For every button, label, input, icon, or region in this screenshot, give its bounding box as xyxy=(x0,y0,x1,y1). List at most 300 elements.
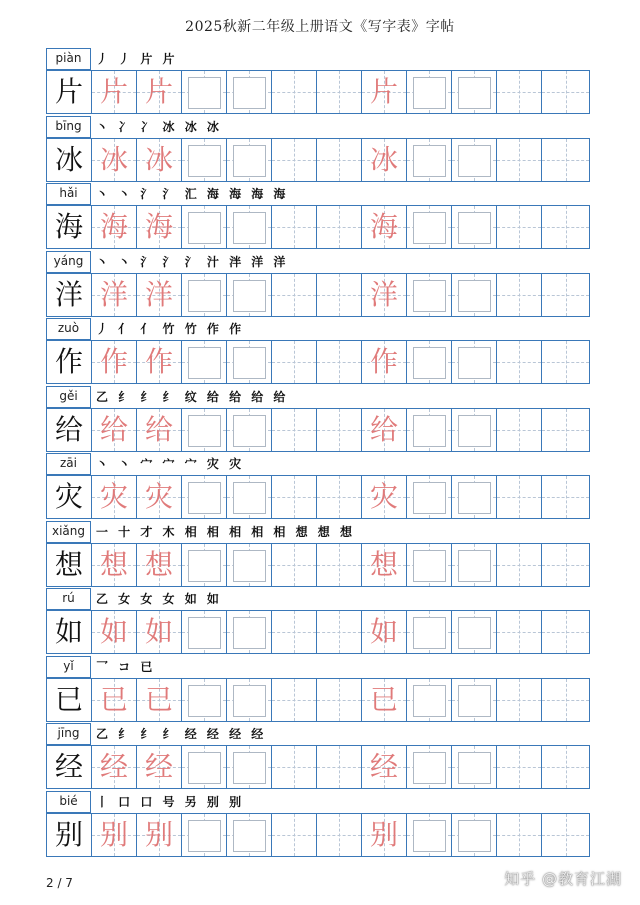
inner-square xyxy=(458,482,491,514)
blank-practice-cell xyxy=(452,274,497,316)
writing-grid xyxy=(46,678,590,722)
trace-character: 片 xyxy=(144,75,173,108)
blank-practice-cell xyxy=(452,476,497,518)
pinyin-line xyxy=(46,386,590,408)
inner-square xyxy=(188,482,221,514)
blank-practice-cell xyxy=(452,814,497,856)
trace-character: 作 xyxy=(99,345,128,378)
trace-character: 灾 xyxy=(144,480,173,513)
trace-character-cell xyxy=(137,476,182,518)
practice-row xyxy=(46,386,590,454)
stroke-order: 乛 コ 已 xyxy=(96,659,156,674)
inner-square xyxy=(233,280,266,312)
pinyin-line xyxy=(46,588,590,610)
blank-practice-cell xyxy=(272,274,317,316)
blank-practice-cell xyxy=(542,746,589,788)
blank-practice-cell xyxy=(407,341,452,383)
trace-character-cell xyxy=(92,71,137,113)
trace-character-cell xyxy=(362,139,407,181)
writing-grid xyxy=(46,610,590,654)
trace-character: 经 xyxy=(99,750,128,783)
trace-character-cell xyxy=(92,341,137,383)
writing-grid xyxy=(46,273,590,317)
trace-character: 如 xyxy=(99,615,128,648)
blank-practice-cell xyxy=(182,814,227,856)
trace-character-cell xyxy=(362,814,407,856)
blank-practice-cell xyxy=(497,679,542,721)
trace-character: 海 xyxy=(144,210,173,243)
inner-square xyxy=(458,77,491,109)
stroke-order: 丿 丿 片 片 xyxy=(96,52,178,66)
inner-square xyxy=(188,415,221,447)
practice-row xyxy=(46,723,590,791)
inner-square xyxy=(188,820,221,852)
page-title: 2025秋新二年级上册语文《写字表》字帖 xyxy=(185,19,455,35)
trace-character-cell xyxy=(92,544,137,586)
writing-grid xyxy=(46,70,590,114)
blank-practice-cell xyxy=(227,274,272,316)
blank-practice-cell xyxy=(542,206,589,248)
trace-character: 别 xyxy=(99,817,128,851)
writing-grid xyxy=(46,745,590,789)
blank-practice-cell xyxy=(407,409,452,451)
trace-character: 冰 xyxy=(369,142,398,176)
practice-row xyxy=(46,318,590,386)
trace-character-cell xyxy=(137,71,182,113)
model-character: 冰 xyxy=(54,142,83,176)
blank-practice-cell xyxy=(452,341,497,383)
blank-practice-cell xyxy=(407,679,452,721)
inner-square xyxy=(188,550,221,582)
blank-practice-cell xyxy=(497,746,542,788)
model-character-cell xyxy=(47,814,92,856)
inner-square xyxy=(188,685,221,717)
pinyin-label: zuò xyxy=(46,318,91,340)
pinyin-label: yǐ xyxy=(46,656,91,678)
trace-character-cell xyxy=(137,274,182,316)
model-character: 已 xyxy=(54,682,83,716)
model-character: 洋 xyxy=(54,277,83,311)
trace-character-cell xyxy=(137,611,182,653)
blank-practice-cell xyxy=(317,71,362,113)
blank-practice-cell xyxy=(407,476,452,518)
model-character-cell xyxy=(47,476,92,518)
trace-character-cell xyxy=(362,274,407,316)
practice-sheet xyxy=(46,48,590,858)
inner-square xyxy=(188,617,221,649)
inner-square xyxy=(233,685,266,717)
trace-character-cell xyxy=(92,476,137,518)
blank-practice-cell xyxy=(542,814,589,856)
inner-square xyxy=(458,280,491,312)
blank-practice-cell xyxy=(542,274,589,316)
blank-practice-cell xyxy=(542,71,589,113)
trace-character: 片 xyxy=(99,75,128,108)
page-indicator: 2 / 7 xyxy=(46,876,73,890)
inner-square xyxy=(413,280,446,312)
pinyin-label: rú xyxy=(46,588,91,610)
blank-practice-cell xyxy=(542,679,589,721)
practice-row xyxy=(46,48,590,116)
trace-character: 冰 xyxy=(144,142,173,176)
inner-square xyxy=(233,550,266,582)
blank-practice-cell xyxy=(182,71,227,113)
inner-square xyxy=(188,752,221,784)
inner-square xyxy=(188,347,221,379)
inner-square xyxy=(233,347,266,379)
trace-character-cell xyxy=(362,71,407,113)
trace-character-cell xyxy=(92,611,137,653)
practice-row xyxy=(46,251,590,319)
writing-grid xyxy=(46,813,590,857)
blank-practice-cell xyxy=(452,679,497,721)
model-character-cell xyxy=(47,409,92,451)
inner-square xyxy=(188,77,221,109)
model-character: 经 xyxy=(54,750,83,783)
trace-character: 给 xyxy=(144,412,173,446)
inner-square xyxy=(233,752,266,784)
blank-practice-cell xyxy=(317,746,362,788)
blank-practice-cell xyxy=(497,341,542,383)
watermark: 知乎 @教育江湖 xyxy=(504,870,622,888)
writing-grid xyxy=(46,408,590,452)
trace-character: 冰 xyxy=(99,142,128,176)
blank-practice-cell xyxy=(272,139,317,181)
writing-grid xyxy=(46,475,590,519)
model-character-cell xyxy=(47,71,92,113)
inner-square xyxy=(458,820,491,852)
blank-practice-cell xyxy=(407,746,452,788)
pinyin-label: yáng xyxy=(46,251,91,273)
inner-square xyxy=(188,280,221,312)
blank-practice-cell xyxy=(182,476,227,518)
trace-character: 如 xyxy=(369,615,398,648)
trace-character: 片 xyxy=(369,75,398,108)
blank-practice-cell xyxy=(182,746,227,788)
inner-square xyxy=(458,685,491,717)
trace-character-cell xyxy=(362,746,407,788)
writing-grid xyxy=(46,543,590,587)
blank-practice-cell xyxy=(227,814,272,856)
blank-practice-cell xyxy=(227,746,272,788)
trace-character: 海 xyxy=(99,210,128,243)
trace-character-cell xyxy=(137,409,182,451)
practice-row xyxy=(46,183,590,251)
inner-square xyxy=(413,347,446,379)
inner-square xyxy=(413,145,446,177)
blank-practice-cell xyxy=(272,746,317,788)
pinyin-label: piàn xyxy=(46,48,91,70)
pinyin-line xyxy=(46,183,590,205)
trace-character-cell xyxy=(362,206,407,248)
blank-practice-cell xyxy=(317,139,362,181)
stroke-order: 乙 纟 纟 纟 经 经 经 经 xyxy=(96,727,267,741)
pinyin-line xyxy=(46,48,590,70)
model-character: 片 xyxy=(54,75,83,108)
blank-practice-cell xyxy=(272,341,317,383)
inner-square xyxy=(413,550,446,582)
writing-grid xyxy=(46,138,590,182)
blank-practice-cell xyxy=(452,611,497,653)
practice-row xyxy=(46,588,590,656)
blank-practice-cell xyxy=(452,139,497,181)
blank-practice-cell xyxy=(407,611,452,653)
model-character-cell xyxy=(47,206,92,248)
inner-square xyxy=(233,820,266,852)
trace-character: 洋 xyxy=(369,277,398,311)
inner-square xyxy=(413,415,446,447)
stroke-order: 丶 丶 氵 氵 氵 汁 泮 洋 洋 xyxy=(96,254,289,269)
trace-character-cell xyxy=(137,679,182,721)
blank-practice-cell xyxy=(227,71,272,113)
inner-square xyxy=(413,77,446,109)
blank-practice-cell xyxy=(542,139,589,181)
stroke-order: 丶 丶 宀 宀 宀 灾 灾 xyxy=(96,457,245,471)
trace-character: 作 xyxy=(369,345,398,378)
trace-character: 灾 xyxy=(369,480,398,513)
inner-square xyxy=(458,212,491,244)
model-character: 给 xyxy=(54,412,83,446)
blank-practice-cell xyxy=(317,544,362,586)
trace-character-cell xyxy=(92,409,137,451)
inner-square xyxy=(413,482,446,514)
blank-practice-cell xyxy=(272,814,317,856)
trace-character-cell xyxy=(137,341,182,383)
inner-square xyxy=(458,617,491,649)
inner-square xyxy=(458,550,491,582)
blank-practice-cell xyxy=(452,409,497,451)
inner-square xyxy=(413,685,446,717)
model-character-cell xyxy=(47,611,92,653)
blank-practice-cell xyxy=(542,476,589,518)
trace-character: 别 xyxy=(144,817,173,851)
inner-square xyxy=(458,752,491,784)
inner-square xyxy=(458,347,491,379)
pinyin-line xyxy=(46,251,590,273)
blank-practice-cell xyxy=(182,341,227,383)
blank-practice-cell xyxy=(407,206,452,248)
inner-square xyxy=(233,482,266,514)
blank-practice-cell xyxy=(317,476,362,518)
trace-character-cell xyxy=(362,544,407,586)
trace-character-cell xyxy=(137,746,182,788)
blank-practice-cell xyxy=(452,71,497,113)
trace-character-cell xyxy=(92,679,137,721)
pinyin-line xyxy=(46,116,590,138)
model-character: 海 xyxy=(54,210,83,243)
trace-character: 已 xyxy=(369,682,398,716)
trace-character: 想 xyxy=(369,547,398,581)
blank-practice-cell xyxy=(407,139,452,181)
blank-practice-cell xyxy=(542,341,589,383)
model-character: 作 xyxy=(54,345,83,378)
pinyin-line xyxy=(46,453,590,475)
inner-square xyxy=(233,77,266,109)
blank-practice-cell xyxy=(317,274,362,316)
model-character-cell xyxy=(47,274,92,316)
trace-character-cell xyxy=(137,814,182,856)
blank-practice-cell xyxy=(227,679,272,721)
trace-character: 想 xyxy=(99,547,128,581)
blank-practice-cell xyxy=(497,71,542,113)
practice-row xyxy=(46,116,590,184)
pinyin-label: gěi xyxy=(46,386,91,408)
pinyin-line xyxy=(46,318,590,340)
blank-practice-cell xyxy=(497,274,542,316)
trace-character: 给 xyxy=(99,412,128,446)
blank-practice-cell xyxy=(272,476,317,518)
pinyin-line xyxy=(46,791,590,813)
pinyin-label: bié xyxy=(46,791,91,813)
blank-practice-cell xyxy=(182,544,227,586)
blank-practice-cell xyxy=(227,476,272,518)
trace-character-cell xyxy=(137,139,182,181)
blank-practice-cell xyxy=(272,409,317,451)
inner-square xyxy=(188,145,221,177)
blank-practice-cell xyxy=(227,139,272,181)
blank-practice-cell xyxy=(272,544,317,586)
trace-character: 给 xyxy=(369,412,398,446)
blank-practice-cell xyxy=(182,139,227,181)
blank-practice-cell xyxy=(182,206,227,248)
trace-character-cell xyxy=(92,274,137,316)
inner-square xyxy=(233,145,266,177)
stroke-order: 乙 女 女 女 如 如 xyxy=(96,592,222,606)
trace-character: 灾 xyxy=(99,480,128,513)
pinyin-label: bīng xyxy=(46,116,91,138)
stroke-order: 丨 口 口 号 另 别 别 xyxy=(96,794,245,809)
model-character: 灾 xyxy=(54,480,83,513)
stroke-order: 丿 亻 亻 竹 竹 作 作 xyxy=(96,322,245,336)
blank-practice-cell xyxy=(182,409,227,451)
pinyin-line xyxy=(46,521,590,543)
practice-row xyxy=(46,656,590,724)
blank-practice-cell xyxy=(227,544,272,586)
trace-character: 已 xyxy=(99,682,128,716)
blank-practice-cell xyxy=(317,814,362,856)
inner-square xyxy=(413,752,446,784)
practice-row xyxy=(46,453,590,521)
blank-practice-cell xyxy=(317,679,362,721)
stroke-order: 乙 纟 纟 纟 纹 给 给 给 给 xyxy=(96,389,289,404)
blank-practice-cell xyxy=(182,274,227,316)
blank-practice-cell xyxy=(317,611,362,653)
blank-practice-cell xyxy=(227,409,272,451)
trace-character: 洋 xyxy=(144,277,173,311)
pinyin-label: zāi xyxy=(46,453,91,475)
blank-practice-cell xyxy=(497,814,542,856)
pinyin-label: jīng xyxy=(46,723,91,745)
stroke-order: 一 十 才 木 相 相 相 相 相 想 想 想 xyxy=(96,524,355,539)
blank-practice-cell xyxy=(497,476,542,518)
trace-character-cell xyxy=(92,139,137,181)
blank-practice-cell xyxy=(227,206,272,248)
blank-practice-cell xyxy=(452,746,497,788)
model-character-cell xyxy=(47,341,92,383)
writing-grid xyxy=(46,205,590,249)
trace-character-cell xyxy=(362,611,407,653)
trace-character-cell xyxy=(92,206,137,248)
trace-character-cell xyxy=(362,679,407,721)
trace-character-cell xyxy=(92,746,137,788)
blank-practice-cell xyxy=(497,409,542,451)
trace-character: 别 xyxy=(369,817,398,851)
blank-practice-cell xyxy=(407,71,452,113)
trace-character-cell xyxy=(362,409,407,451)
blank-practice-cell xyxy=(407,544,452,586)
practice-row xyxy=(46,521,590,589)
model-character: 别 xyxy=(54,817,83,851)
blank-practice-cell xyxy=(272,71,317,113)
blank-practice-cell xyxy=(542,409,589,451)
pinyin-label: hǎi xyxy=(46,183,91,205)
trace-character-cell xyxy=(137,206,182,248)
blank-practice-cell xyxy=(272,679,317,721)
blank-practice-cell xyxy=(542,544,589,586)
inner-square xyxy=(233,617,266,649)
trace-character-cell xyxy=(362,341,407,383)
blank-practice-cell xyxy=(272,206,317,248)
stroke-order: 丶 冫 冫 冰 冰 冰 xyxy=(96,119,222,134)
blank-practice-cell xyxy=(497,206,542,248)
pinyin-line xyxy=(46,723,590,745)
blank-practice-cell xyxy=(407,274,452,316)
model-character: 想 xyxy=(54,547,83,581)
model-character-cell xyxy=(47,544,92,586)
blank-practice-cell xyxy=(497,544,542,586)
trace-character-cell xyxy=(362,476,407,518)
writing-grid xyxy=(46,340,590,384)
inner-square xyxy=(413,820,446,852)
blank-practice-cell xyxy=(317,341,362,383)
stroke-order: 丶 丶 氵 氵 汇 海 海 海 海 xyxy=(96,187,289,201)
trace-character: 如 xyxy=(144,615,173,648)
trace-character-cell xyxy=(92,814,137,856)
blank-practice-cell xyxy=(272,611,317,653)
blank-practice-cell xyxy=(227,341,272,383)
blank-practice-cell xyxy=(452,206,497,248)
inner-square xyxy=(458,145,491,177)
blank-practice-cell xyxy=(317,409,362,451)
inner-square xyxy=(413,212,446,244)
practice-row xyxy=(46,791,590,859)
inner-square xyxy=(188,212,221,244)
blank-practice-cell xyxy=(407,814,452,856)
trace-character: 已 xyxy=(144,682,173,716)
blank-practice-cell xyxy=(317,206,362,248)
blank-practice-cell xyxy=(497,139,542,181)
inner-square xyxy=(458,415,491,447)
model-character: 如 xyxy=(54,615,83,648)
inner-square xyxy=(233,212,266,244)
trace-character: 经 xyxy=(369,750,398,783)
pinyin-label: xiǎng xyxy=(46,521,91,543)
trace-character: 作 xyxy=(144,345,173,378)
pinyin-line xyxy=(46,656,590,678)
trace-character: 想 xyxy=(144,547,173,581)
model-character-cell xyxy=(47,679,92,721)
trace-character: 海 xyxy=(369,210,398,243)
inner-square xyxy=(413,617,446,649)
trace-character-cell xyxy=(137,544,182,586)
trace-character: 洋 xyxy=(99,277,128,311)
trace-character: 经 xyxy=(144,750,173,783)
blank-practice-cell xyxy=(182,611,227,653)
blank-practice-cell xyxy=(497,611,542,653)
blank-practice-cell xyxy=(227,611,272,653)
blank-practice-cell xyxy=(452,544,497,586)
inner-square xyxy=(233,415,266,447)
